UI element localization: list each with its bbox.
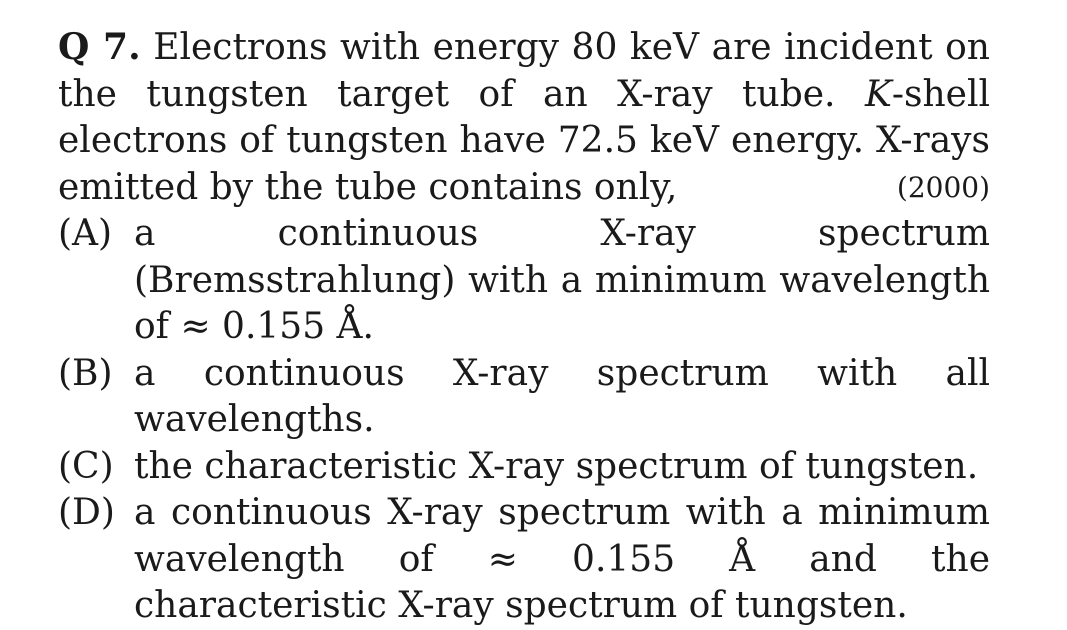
option-b <box>58 351 990 444</box>
question-stem <box>58 24 990 211</box>
option-d-text: a continuous X-ray spectrum with a minimum wavelength of ≈ 0.155 Å and the characteristic X-ray spectrum of tungsten. <box>134 492 990 626</box>
option-d-label: (D) <box>58 492 115 533</box>
option-c-text: the characteristic X-ray spectrum of tungsten. <box>134 445 979 487</box>
option-a-text: a continuous X-ray spectrum (Bremsstrahlung) with a minimum wavelength of ≈ 0.155 Å. <box>134 213 990 347</box>
question-block <box>58 24 990 630</box>
option-a-label: (A) <box>58 213 113 254</box>
option-a <box>58 211 990 351</box>
option-d <box>58 490 990 630</box>
option-c <box>58 444 990 491</box>
option-b-text: a continuous X-ray spectrum with all wavelengths. <box>134 352 990 440</box>
option-b-label: (B) <box>58 352 113 394</box>
question-text-part2: -shell electrons of tungsten have 72.5 keV energy. X-rays emitted by the tube contains only, <box>58 73 991 208</box>
option-c-label: (C) <box>58 445 114 487</box>
question-number: Q 7. <box>58 26 141 68</box>
question-text-part1: Electrons with energy 80 keV are incident on the tungsten target of an X-ray tube. <box>58 27 990 115</box>
k-shell-symbol: K <box>864 73 892 115</box>
exam-year: (2000) <box>896 170 990 204</box>
